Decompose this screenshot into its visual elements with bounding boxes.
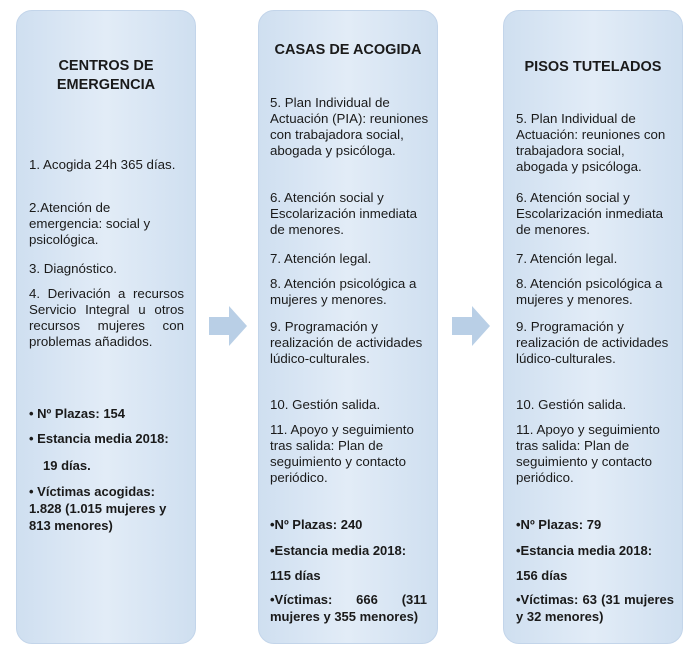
stat-victimas: •Víctimas: 63 (31 mujeres y 32 menores) <box>516 592 674 624</box>
list-item: 10. Gestión salida. <box>516 397 627 412</box>
stat-estancia-value: 115 días <box>270 568 321 583</box>
casas-acogida-box <box>258 10 438 644</box>
stat-estancia-value: 19 días. <box>43 458 91 473</box>
centros-emergencia-title <box>17 57 195 95</box>
list-item: 2.Atención de emergencia: social y psicológica. <box>29 200 151 247</box>
stat-estancia-value: 156 días <box>516 568 568 583</box>
title-line: CENTROS DE <box>58 58 154 74</box>
stat-estancia: • Estancia media 2018: <box>29 431 169 446</box>
list-item: 8. Atención psicológica a mujeres y menores. <box>270 276 417 307</box>
stat-plazas: • Nº Plazas: 154 <box>29 406 126 421</box>
list-item: 5. Plan Individual de Actuación (PIA): reuniones con trabajadora social, abogada y psicóloga. <box>270 95 429 158</box>
stat-plazas: •Nº Plazas: 240 <box>270 517 363 532</box>
list-item: 9. Programación y realización de actividades lúdico-culturales. <box>516 319 669 366</box>
list-item: 11. Apoyo y seguimiento tras salida: Plan de seguimiento y contacto periódico. <box>270 422 414 485</box>
casas-acogida-title: CASAS DE ACOGIDA <box>274 42 422 58</box>
list-item: 8. Atención psicológica a mujeres y menores. <box>516 276 663 307</box>
pisos-tutelados-title: PISOS TUTELADOS <box>524 59 662 75</box>
list-item: 4. Derivación a recursos Servicio Integral u otros recursos mujeres con problemas añadidos. <box>29 286 184 349</box>
stat-victimas: • Víctimas acogidas: 1.828 (1.015 mujeres y 813 menores) <box>29 484 167 533</box>
list-item: 6. Atención social y Escolarización inmediata de menores. <box>270 190 418 237</box>
list-item: 10. Gestión salida. <box>270 397 381 412</box>
right-arrow-icon <box>452 306 490 346</box>
list-item: 9. Programación y realización de actividades lúdico-culturales. <box>270 319 423 366</box>
list-item: 3. Diagnóstico. <box>29 261 117 276</box>
list-item: 7. Atención legal. <box>516 251 618 266</box>
pisos-tutelados-box <box>503 10 683 644</box>
stat-estancia: •Estancia media 2018: <box>516 543 653 558</box>
list-item: 7. Atención legal. <box>270 251 372 266</box>
list-item: 6. Atención social y Escolarización inmediata de menores. <box>516 190 664 237</box>
list-item: 1. Acogida 24h 365 días. <box>29 157 176 172</box>
stat-estancia: •Estancia media 2018: <box>270 543 407 558</box>
title-line: EMERGENCIA <box>56 77 156 93</box>
right-arrow-icon <box>209 306 247 346</box>
stat-plazas: •Nº Plazas: 79 <box>516 517 602 532</box>
list-item: 11. Apoyo y seguimiento tras salida: Plan de seguimiento y contacto periódico. <box>516 422 660 485</box>
stat-victimas: •Víctimas: 666 (311 mujeres y 355 menores) <box>270 592 427 624</box>
centros-emergencia-box <box>16 10 196 644</box>
list-item: 5. Plan Individual de Actuación: reuniones con trabajadora social, abogada y psicóloga. <box>516 111 666 174</box>
